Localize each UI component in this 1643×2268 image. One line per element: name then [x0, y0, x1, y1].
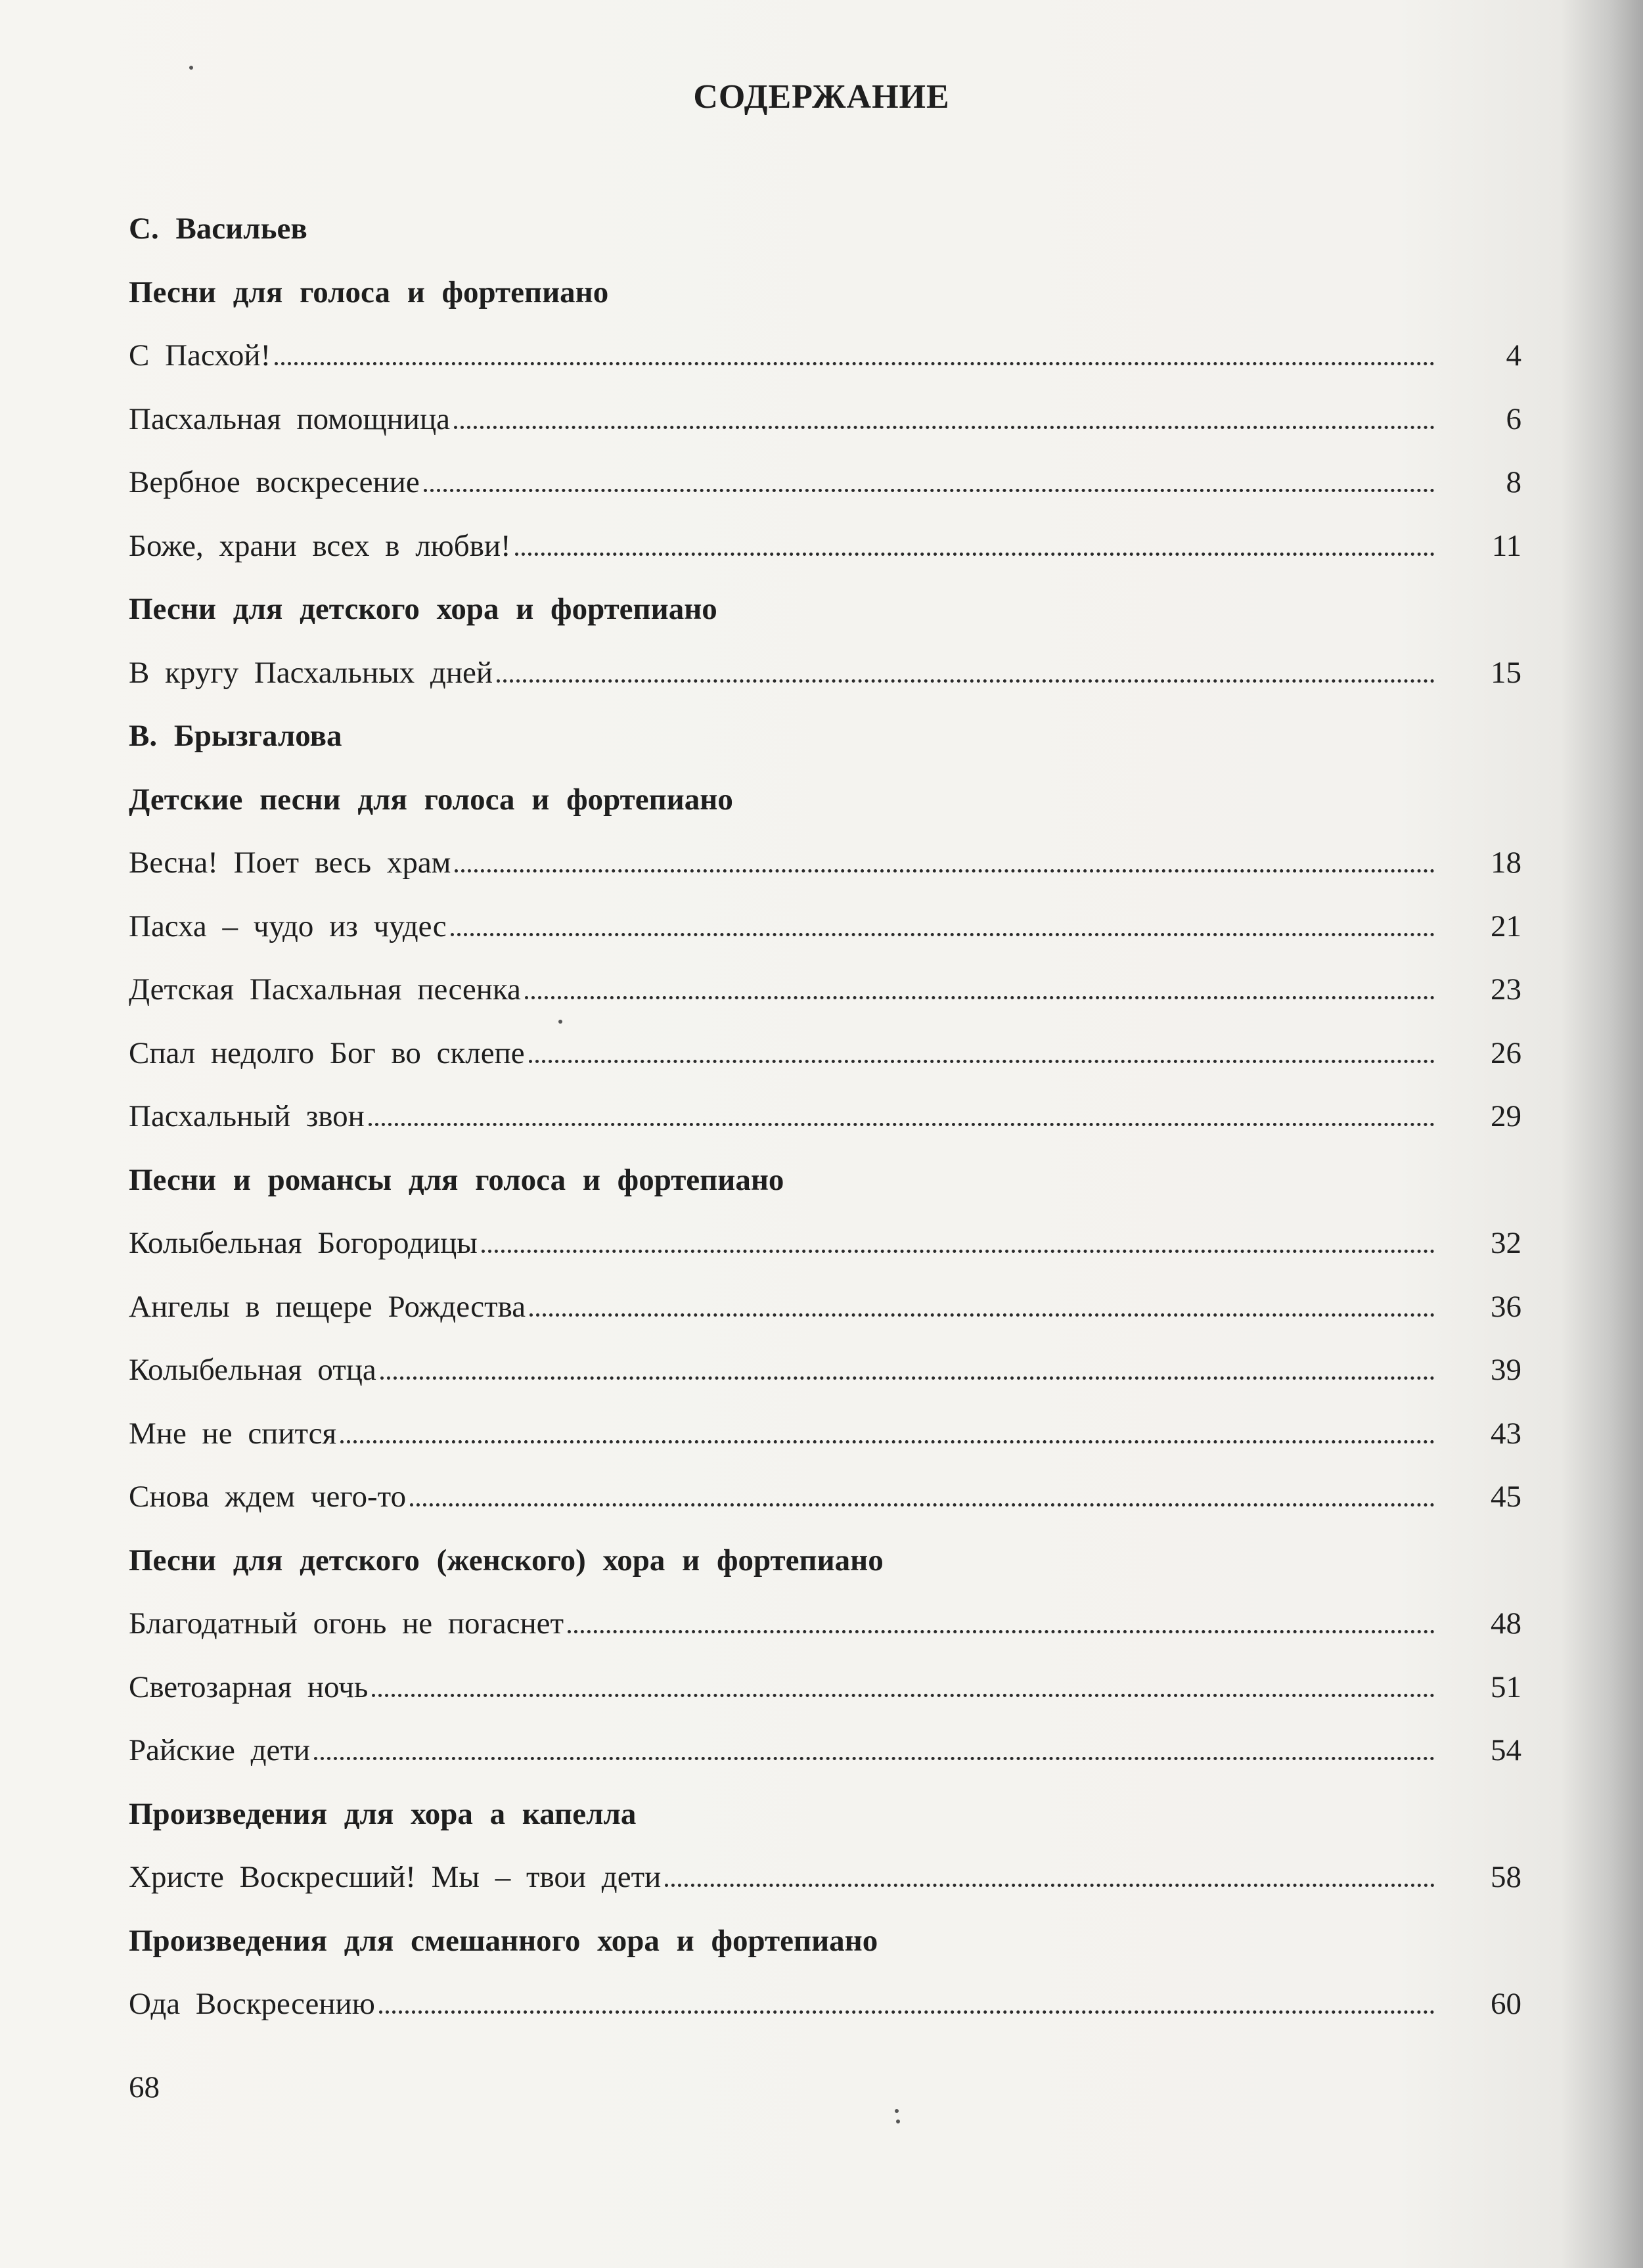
toc-entry: [129, 1275, 1521, 1339]
toc-entry-page: 58: [1491, 1860, 1521, 1894]
toc-entry-page: 26: [1491, 1035, 1521, 1070]
toc-entry-page: 15: [1491, 655, 1521, 690]
toc-entry-title: Райские дети: [129, 1733, 311, 1767]
toc-section-heading: [129, 704, 1521, 768]
dot-leader: [665, 1884, 1435, 1887]
toc-entry-body: [129, 1022, 1435, 1085]
dot-leader: [379, 2010, 1435, 2014]
toc-heading-text: Детские песни для голоса и фортепиано: [129, 782, 733, 817]
toc-entry-title: В кругу Пасхальных дней: [129, 655, 493, 690]
page-title: СОДЕРЖАНИЕ: [693, 78, 950, 116]
toc-section-heading: [129, 197, 1521, 261]
toc-entry-page: 45: [1491, 1480, 1521, 1514]
toc-heading-text: Песни для детского (женского) хора и фортепиано: [129, 1543, 884, 1577]
toc-entry-title: Колыбельная отца: [129, 1353, 376, 1387]
toc-entry-body: [129, 1846, 1435, 1909]
toc-entry-body: [129, 514, 1435, 578]
dot-leader: [424, 489, 1435, 492]
dot-leader: [451, 933, 1435, 936]
toc-entry-title: Пасхальный звон: [129, 1099, 365, 1133]
toc-entry-title: Ода Воскресению: [129, 1987, 375, 2021]
toc-entry-title: С Пасхой!: [129, 338, 271, 373]
toc-entry-page: 51: [1491, 1669, 1521, 1704]
toc-entry: [129, 451, 1521, 514]
toc-entry-body: [129, 451, 1435, 514]
toc-section-heading: [129, 1782, 1521, 1846]
toc-entry-body: [129, 388, 1435, 451]
dot-leader: [410, 1503, 1435, 1507]
toc-entry-body: [129, 324, 1435, 388]
toc-entry-title: Детская Пасхальная песенка: [129, 972, 521, 1007]
toc-entry-page: 18: [1491, 846, 1521, 880]
toc-entry: [129, 1972, 1521, 2036]
toc-entry-body: [129, 641, 1435, 705]
toc-heading-text: Произведения для смешанного хора и фортепиано: [129, 1923, 878, 1958]
toc-entry-title: Снова ждем чего-то: [129, 1480, 407, 1514]
dot-leader: [529, 1060, 1435, 1063]
dot-leader: [369, 1123, 1435, 1126]
toc-entry: [129, 1719, 1521, 1782]
toc-entry-page: 23: [1491, 972, 1521, 1007]
toc-entry-title: Светозарная ночь: [129, 1669, 369, 1704]
toc-heading-text: Песни для детского хора и фортепиано: [129, 592, 717, 626]
toc-entry-title: Мне не спится: [129, 1416, 337, 1451]
toc-entry: [129, 388, 1521, 451]
toc-heading-text: Произведения для хора а капелла: [129, 1796, 637, 1831]
toc-heading-text: В. Брызгалова: [129, 719, 342, 753]
dot-leader: [515, 553, 1435, 556]
toc-section-heading: [129, 1909, 1521, 1973]
toc-entry-page: 54: [1491, 1733, 1521, 1767]
toc-entry: [129, 1656, 1521, 1719]
toc-entry-page: 39: [1491, 1353, 1521, 1387]
dot-leader: [380, 1376, 1435, 1380]
toc-entry-title: Весна! Поет весь храм: [129, 846, 451, 880]
toc-entry: [129, 1592, 1521, 1656]
toc-entry-body: [129, 958, 1435, 1022]
toc-section-heading: [129, 261, 1521, 325]
toc-entry-title: Христе Воскресший! Мы – твои дети: [129, 1860, 662, 1894]
toc-entry-title: Благодатный огонь не погаснет: [129, 1606, 564, 1641]
page-number: 68: [129, 2070, 160, 2104]
toc-entry-body: [129, 1402, 1435, 1466]
scan-speck: [189, 66, 193, 70]
toc-entry-title: Спал недолго Бог во склепе: [129, 1035, 525, 1070]
toc-section-heading: [129, 1529, 1521, 1593]
dot-leader: [314, 1757, 1435, 1760]
toc-entry-title: Колыбельная Богородицы: [129, 1226, 478, 1260]
dot-leader: [482, 1250, 1435, 1253]
toc-entry: [129, 1402, 1521, 1466]
table-of-contents: [129, 197, 1521, 2036]
toc-entry-body: [129, 1465, 1435, 1529]
toc-entry: [129, 1212, 1521, 1275]
toc-entry-body: [129, 1592, 1435, 1656]
toc-entry-body: [129, 1972, 1435, 2036]
toc-entry-body: [129, 1719, 1435, 1782]
dot-leader: [340, 1440, 1435, 1443]
scan-speck: [558, 1020, 562, 1024]
toc-section-heading: [129, 768, 1521, 832]
toc-entry: [129, 831, 1521, 895]
toc-entry-page: 6: [1506, 401, 1521, 436]
toc-entry-body: [129, 1085, 1435, 1148]
dot-leader: [455, 869, 1435, 873]
toc-entry-page: 32: [1491, 1226, 1521, 1260]
dot-leader: [372, 1694, 1435, 1697]
toc-entry-page: 21: [1491, 909, 1521, 943]
toc-entry: [129, 1338, 1521, 1402]
toc-entry: [129, 1085, 1521, 1148]
toc-entry-title: Вербное воскресение: [129, 465, 420, 499]
toc-entry: [129, 1846, 1521, 1909]
toc-entry-body: [129, 895, 1435, 959]
dot-leader: [275, 362, 1435, 365]
toc-entry-page: 48: [1491, 1606, 1521, 1641]
toc-entry-page: 4: [1506, 338, 1521, 373]
dot-leader: [529, 1313, 1435, 1317]
toc-entry-page: 8: [1506, 465, 1521, 499]
toc-entry-body: [129, 831, 1435, 895]
toc-entry-body: [129, 1275, 1435, 1339]
toc-entry: [129, 1465, 1521, 1529]
scan-speck: [896, 2120, 900, 2123]
toc-section-heading: [129, 578, 1521, 641]
toc-entry-body: [129, 1338, 1435, 1402]
scan-speck: [895, 2109, 899, 2113]
dot-leader: [525, 996, 1435, 999]
toc-entry-title: Ангелы в пещере Рождества: [129, 1289, 526, 1324]
toc-entry-title: Пасха – чудо из чудес: [129, 909, 447, 943]
toc-entry-page: 29: [1491, 1099, 1521, 1133]
toc-entry-title: Боже, храни всех в любви!: [129, 528, 511, 563]
toc-entry: [129, 1022, 1521, 1085]
toc-entry-body: [129, 1212, 1435, 1275]
toc-entry-page: 60: [1491, 1987, 1521, 2021]
toc-entry: [129, 514, 1521, 578]
toc-entry-page: 11: [1491, 528, 1521, 563]
toc-section-heading: [129, 1148, 1521, 1212]
dot-leader: [454, 426, 1435, 429]
toc-heading-text: С. Васильев: [129, 212, 307, 246]
toc-entry: [129, 324, 1521, 388]
toc-entry: [129, 895, 1521, 959]
toc-heading-text: Песни и романсы для голоса и фортепиано: [129, 1162, 784, 1197]
dot-leader: [497, 679, 1435, 683]
toc-heading-text: Песни для голоса и фортепиано: [129, 275, 609, 309]
toc-entry-page: 43: [1491, 1416, 1521, 1451]
toc-entry: [129, 641, 1521, 705]
toc-entry-body: [129, 1656, 1435, 1719]
toc-entry: [129, 958, 1521, 1022]
toc-entry-page: 36: [1491, 1289, 1521, 1324]
toc-entry-title: Пасхальная помощница: [129, 401, 450, 436]
dot-leader: [568, 1630, 1435, 1633]
